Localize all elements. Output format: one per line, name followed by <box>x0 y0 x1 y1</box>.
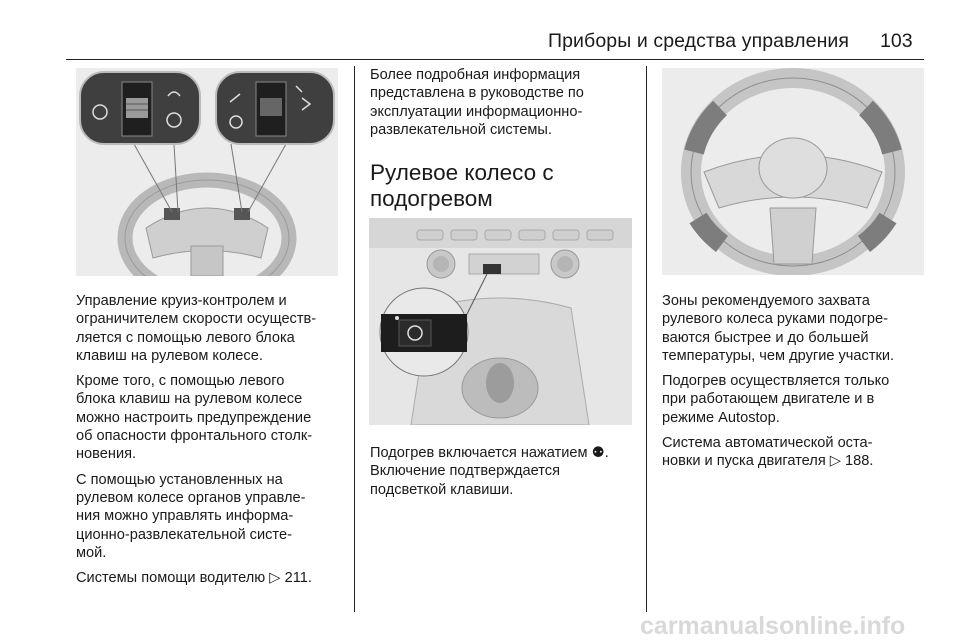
heated-zones-wheel-figure <box>662 68 924 275</box>
col3-text <box>662 292 894 478</box>
steering-controls-figure <box>76 68 338 276</box>
heating-activation-paragraph: Подогрев включается нажатием ⚉. Включение подтверждается подсветкой клавиши. <box>370 445 609 498</box>
column-divider-2 <box>646 66 647 612</box>
driver-assist-reference[interactable]: Системы помощи водителю ▷ 211. <box>76 570 312 587</box>
heated-wheel-heading: Рулевое колесо с подогревом <box>370 160 554 211</box>
grip-zones-paragraph: Зоны рекомендуемого захвата рулевого колеса руками подогре- ваются быстрее и до большей температуры, чем другие участки. <box>662 293 895 364</box>
column-divider-1 <box>354 66 355 612</box>
page-header-title: Приборы и средства управления <box>548 30 850 52</box>
col2-intro-text <box>370 66 584 146</box>
infotainment-manual-paragraph: Более подробная информация представлена в руководстве по эксплуатации информационно- развлекательной системы. <box>370 67 584 138</box>
collision-warning-paragraph: Кроме того, с помощью левого блока клавиш на рулевом колесе можно настроить предупреждение об опасности фронтального столк- новения. <box>76 373 313 463</box>
header-rule <box>66 59 924 60</box>
cruise-control-paragraph: Управление круиз-контролем и ограничителем скорости осуществ- ляется с помощью левого блока клавиш на рулевом колесе. <box>76 293 317 364</box>
heated-wheel-button-figure <box>369 218 632 425</box>
col1-text <box>76 292 316 594</box>
col2-heating-text <box>370 444 609 506</box>
left-control-cluster-image <box>80 72 200 144</box>
autostop-reference[interactable]: Система автоматической оста- новки и пуска двигателя ▷ 188. <box>662 435 874 470</box>
heated-wheel-button-callout <box>380 288 468 376</box>
infotainment-control-paragraph: С помощью установленных на рулевом колесе органов управле- ния можно управлять информа- ционно-развлекательной систе- мой. <box>76 471 306 561</box>
engine-running-paragraph: Подогрев осуществляется только при работающем двигателе и в режиме Autostop. <box>662 373 890 426</box>
watermark: carmanualsonline.info <box>640 612 906 640</box>
page-number: 103 <box>880 30 913 52</box>
right-control-cluster-image <box>216 72 334 144</box>
